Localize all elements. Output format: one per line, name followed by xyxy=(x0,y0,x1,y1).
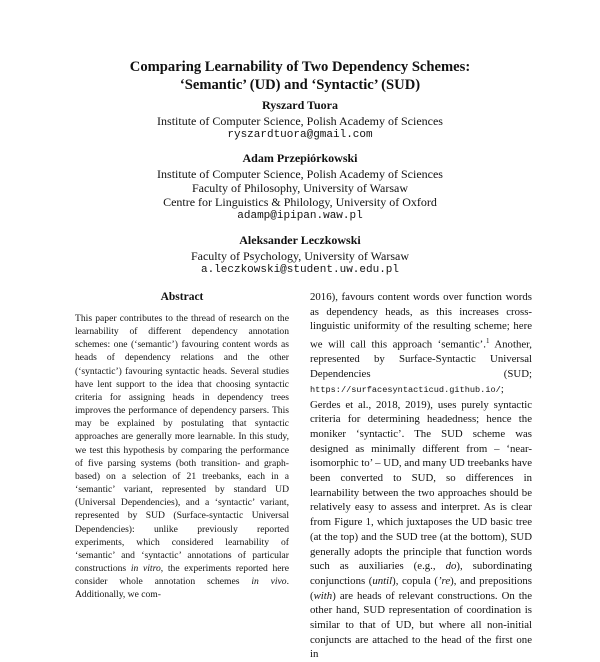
paper-title xyxy=(60,58,540,94)
abstract-italic: in vitro xyxy=(130,562,161,574)
author-name: Ryszard Tuora xyxy=(262,98,338,112)
author-affiliation: Faculty of Philosophy, University of Warsaw xyxy=(191,181,408,195)
author-affiliation: Institute of Computer Science, Polish Academy of Sciences xyxy=(157,167,443,181)
abstract-part: This paper contributes to the thread of research on the learnability of different dependency annotation schemes: one (‘semantic’) favouring content words as heads of dependency relations and the other (‘syntactic’) favouring syntactic heads. Several studies have lent support to the idea that choosing syntactic criteria for assigning heads in dependency trees improves the performance of dependency parsers. This may be explained by postulating that syntactic approaches are generally more learnable. In this study, we test this hypothesis by comparing the performance of five parsing systems (both transition- and graph-based) on a selection of 21 treebanks, each in a ‘semantic’ variant, represented by standard UD (Universal Dependencies), and a ‘syntactic’ variant, represented by SUD (Surface-syntactic Universal Dependencies): unlike previously reported experiments, which considered learnability of ‘semantic’ and ‘syntactic’ annotations of particular constructions xyxy=(75,313,289,574)
body-text: ) are heads of relevant constructions. On the other hand, SUD representation of coordination is similar to that of UD, but where all non-initial conjuncts are attached to the head of the first one in xyxy=(310,589,532,661)
body-text: ), subordinating conjunctions ( xyxy=(310,560,533,587)
body-text: ; Gerdes et al., 2018, 2019), uses purely syntactic criteria for determining headedness; hence the moniker ‘syntactic’. The SUD scheme was designed as minimally different from – ‘near-isomorphic to’ – UD, and many UD treebanks have been converted to SUD, so differences in learnability between the two approaches should be relatively easy to assess and interpret. As is clear from Figure 1, which juxtaposes the UD basic tree (at the top) and the SUD tree (at the bottom), SUD generally adopts the principle that function words such as auxiliaries (e.g., xyxy=(310,382,532,573)
abstract-text xyxy=(75,312,289,601)
abstract-part: . Additionally, we com- xyxy=(75,576,289,601)
author-email[interactable]: a.leczkowski@student.uw.edu.pl xyxy=(200,264,400,276)
body-text: ), copula ( xyxy=(392,574,438,587)
author-name: Adam Przepiórkowski xyxy=(242,151,358,165)
body-paragraph xyxy=(310,290,532,662)
author-block-2 xyxy=(60,151,540,224)
footnote-marker[interactable]: 1 xyxy=(485,337,490,346)
abstract-heading: Abstract xyxy=(160,291,204,303)
author-name: Aleksander Leczkowski xyxy=(239,233,361,247)
body-text: ), and prepositions ( xyxy=(310,574,532,602)
example-word: with xyxy=(313,589,333,602)
author-block-3 xyxy=(60,233,540,278)
example-word: until xyxy=(372,574,393,587)
example-word: ’re xyxy=(437,574,451,587)
left-column xyxy=(75,290,289,601)
right-column xyxy=(310,290,532,662)
author-affiliation: Faculty of Psychology, University of Warsaw xyxy=(190,249,409,263)
author-affiliation: Centre for Linguistics & Philology, University of Oxford xyxy=(163,195,437,209)
example-word: do xyxy=(445,560,457,573)
title-line-2: ‘Semantic’ (UD) and ‘Syntactic’ (SUD) xyxy=(179,77,421,93)
body-text: 2016), favours content words over function words as dependency heads, as this increases cross-linguistic uniformity of the resulting scheme; here we will call this approach ‘semantic’. xyxy=(310,291,532,351)
body-text: Another, represented by Surface-Syntactic Universal Dependencies (SUD; xyxy=(310,338,532,381)
abstract-part: , the experiments reported here consider whole annotation schemes xyxy=(75,562,289,588)
abstract-italic: in vivo xyxy=(251,576,287,588)
url-link[interactable]: https://surfacesyntacticud.github.io/ xyxy=(310,384,501,395)
author-email[interactable]: adamp@ipipan.waw.pl xyxy=(237,210,363,222)
title-line-1: Comparing Learnability of Two Dependency Schemes: xyxy=(129,59,471,75)
author-affiliation: Institute of Computer Science, Polish Academy of Sciences xyxy=(157,114,443,128)
author-block-1 xyxy=(60,98,540,143)
author-email[interactable]: ryszardtuora@gmail.com xyxy=(227,129,373,141)
